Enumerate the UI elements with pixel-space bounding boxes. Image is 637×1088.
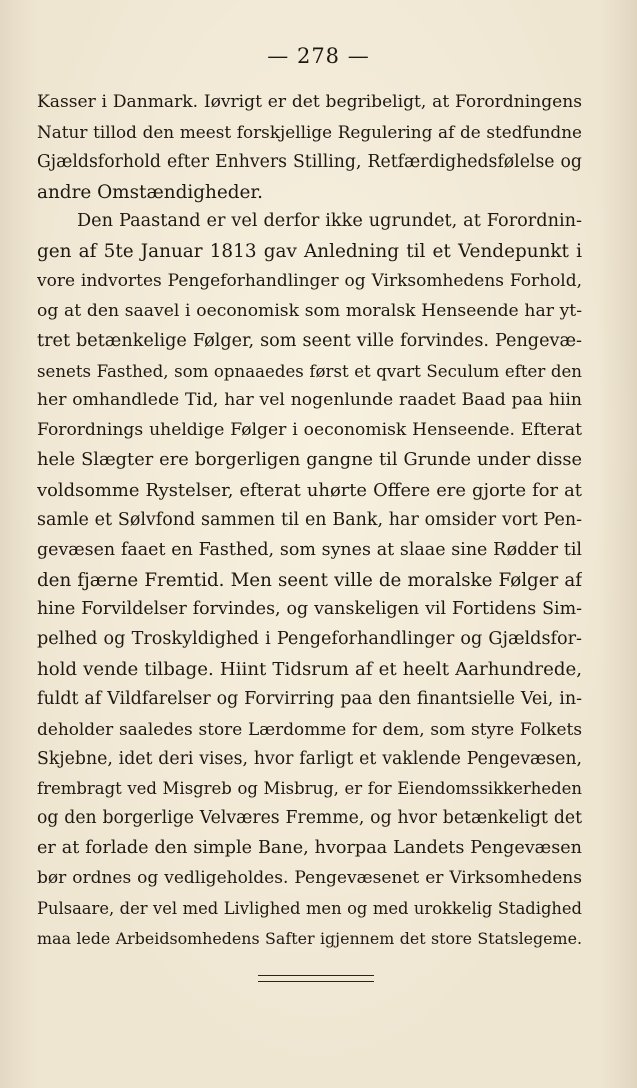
text-line: Gjældsforhold efter Enhvers Stilling, Retfærdighedsfølelse og xyxy=(37,151,582,172)
text-line: og at den saavel i oeconomisk som moralsk Henseende har yt- xyxy=(37,300,582,321)
section-divider-bottom xyxy=(258,981,374,982)
text-line: Forordnings uheldige Følger i oeconomisk Henseende. Efterat xyxy=(37,420,582,441)
text-line: er at forlade den simple Bane, hvorpaa Landets Pengevæsen xyxy=(37,838,582,859)
text-line: hine Forvildelser forvindes, og vanskeligen vil Fortidens Sim- xyxy=(37,599,582,620)
text-line: gevæsen faaet en Fasthed, som synes at slaae sine Rødder til xyxy=(37,539,582,560)
text-line: den fjærne Fremtid. Men seent ville de moralske Følger af xyxy=(37,569,582,591)
body-text xyxy=(37,88,582,953)
text-line: vore indvortes Pengeforhandlinger og Virksomhedens Forhold, xyxy=(37,271,582,292)
text-line: pelhed og Troskyldighed i Pengeforhandlinger og Gjældsfor- xyxy=(37,629,582,650)
text-line: tret betænkelige Følger, som seent ville forvindes. Pengevæ- xyxy=(37,330,582,351)
paragraph-end-line: andre Omstændigheder. xyxy=(37,181,264,203)
text-line: maa lede Arbeidsomhedens Safter igjennem det store Statslegeme. xyxy=(37,928,582,948)
text-line: frembragt ved Misgreb og Misbrug, er for Eiendomssikkerheden xyxy=(37,779,582,799)
text-line: her omhandlede Tid, har vel nogenlunde raadet Baad paa hiin xyxy=(37,390,582,411)
text-line: gen af 5te Januar 1813 gav Anledning til et Vendepunkt i xyxy=(37,241,582,263)
text-line: deholder saaledes store Lærdomme for dem, som styre Folkets xyxy=(37,718,582,739)
text-line: hold vende tilbage. Hiint Tidsrum af et heelt Aarhundrede, xyxy=(37,659,582,681)
text-line: fuldt af Vildfarelser og Forvirring paa den finantsielle Vei, in- xyxy=(37,688,582,709)
text-line: Pulsaare, der vel med Livlighed men og med urokkelig Stadighed xyxy=(37,898,582,918)
text-line: senets Fasthed, som opnaaedes først et qvart Seculum efter den xyxy=(37,361,582,381)
text-line: bør ordnes og vedligeholdes. Pengevæsenet er Virksomhedens xyxy=(37,867,582,888)
text-line: Skjebne, idet deri vises, hvor farligt et vaklende Pengevæsen, xyxy=(37,748,582,769)
section-divider-top xyxy=(258,975,374,976)
text-line: samle et Sølvfond sammen til en Bank, har omsider vort Pen- xyxy=(37,509,582,530)
text-line: Kasser i Danmark. Iøvrigt er det begribeligt, at Forordningens xyxy=(37,92,582,112)
text-line: og den borgerlige Velværes Fremme, og hvor betænkeligt det xyxy=(37,808,582,829)
text-line: hele Slægter ere borgerligen gangne til Grunde under disse xyxy=(37,450,582,471)
paragraph-start-line: Den Paastand er vel derfor ikke ugrundet, at Forordnin- xyxy=(77,211,582,232)
text-line: Natur tillod den meest forskjellige Regulering af de stedfundne xyxy=(37,121,582,142)
text-line: voldsomme Rystelser, efterat uhørte Offere ere gjorte for at xyxy=(37,479,582,501)
page-number: — 278 — xyxy=(267,44,370,68)
